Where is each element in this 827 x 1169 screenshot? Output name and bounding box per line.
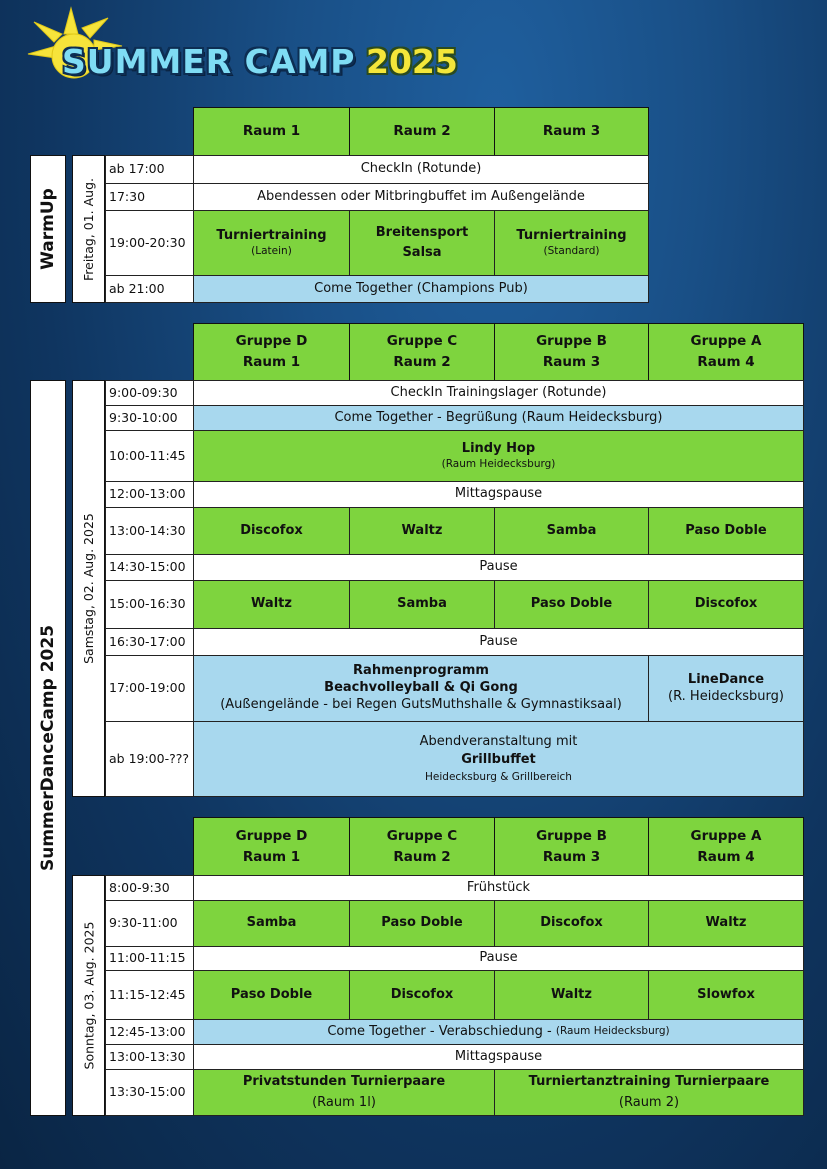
column-header-gruppe-c: Gruppe C Raum 2: [349, 817, 495, 876]
header: [0, 0, 827, 100]
schedule-cell: CheckIn Trainingslager (Rotunde): [193, 380, 804, 406]
time-cell: ab 21:00: [105, 275, 194, 303]
schedule-cell: Waltz: [648, 900, 804, 947]
day-label-saturday: Samstag, 02. Aug. 2025: [72, 380, 105, 797]
schedule-cell: Turniertraining (Standard): [494, 210, 649, 276]
schedule-cell: Mittagspause: [193, 481, 804, 508]
schedule-cell: Abendveranstaltung mit Grillbuffet Heidecksburg & Grillbereich: [193, 721, 804, 797]
schedule-cell: Discofox: [349, 970, 495, 1020]
schedule-cell: Discofox: [648, 580, 804, 629]
schedule-cell: Paso Doble: [494, 580, 649, 629]
time-cell: 13:00-14:30: [105, 507, 194, 555]
time-cell: 9:30-11:00: [105, 900, 194, 947]
schedule-cell: LineDance (R. Heidecksburg): [648, 655, 804, 722]
time-cell: 10:00-11:45: [105, 430, 194, 482]
schedule-cell: Paso Doble: [648, 507, 804, 555]
schedule-cell: Lindy Hop (Raum Heidecksburg): [193, 430, 804, 482]
time-cell: ab 17:00: [105, 155, 194, 184]
time-cell: 14:30-15:00: [105, 554, 194, 581]
time-cell: 15:00-16:30: [105, 580, 194, 629]
column-header-gruppe-d: Gruppe D Raum 1: [193, 817, 350, 876]
time-cell: 9:00-09:30: [105, 380, 194, 406]
time-cell: 11:00-11:15: [105, 946, 194, 971]
column-header-gruppe-a: Gruppe A Raum 4: [648, 323, 804, 381]
column-header-gruppe-a: Gruppe A Raum 4: [648, 817, 804, 876]
schedule-cell: Waltz: [349, 507, 495, 555]
time-cell: 12:45-13:00: [105, 1019, 194, 1045]
time-cell: 8:00-9:30: [105, 875, 194, 901]
schedule-cell: Turniertanztraining Turnierpaare (Raum 2): [494, 1069, 804, 1116]
time-cell: 11:15-12:45: [105, 970, 194, 1020]
schedule-cell: Frühstück: [193, 875, 804, 901]
time-cell: ab 19:00-???: [105, 721, 194, 797]
column-header-gruppe-c: Gruppe C Raum 2: [349, 323, 495, 381]
day-label-friday: Freitag, 01. Aug.: [72, 155, 105, 303]
column-header-raum-1: Raum 1: [193, 107, 350, 156]
schedule-cell: Pause: [193, 554, 804, 581]
schedule-cell: Come Together - Begrüßung (Raum Heidecksburg): [193, 405, 804, 431]
time-cell: 12:00-13:00: [105, 481, 194, 508]
schedule-cell: Waltz: [193, 580, 350, 629]
schedule-cell: CheckIn (Rotunde): [193, 155, 649, 184]
section-label-summerdancecamp: SummerDanceCamp 2025: [30, 380, 66, 1116]
time-cell: 19:00-20:30: [105, 210, 194, 276]
schedule-cell: Samba: [193, 900, 350, 947]
time-cell: 13:30-15:00: [105, 1069, 194, 1116]
column-header-raum-2: Raum 2: [349, 107, 495, 156]
schedule-cell: Waltz: [494, 970, 649, 1020]
schedule-cell: Slowfox: [648, 970, 804, 1020]
schedule-cell: Abendessen oder Mitbringbuffet im Außengelände: [193, 183, 649, 211]
time-cell: 9:30-10:00: [105, 405, 194, 431]
schedule-cell: Mittagspause: [193, 1044, 804, 1070]
day-label-sunday: Sonntag, 03. Aug. 2025: [72, 875, 105, 1116]
schedule-cell: Paso Doble: [193, 970, 350, 1020]
column-header-raum-3: Raum 3: [494, 107, 649, 156]
time-cell: 13:00-13:30: [105, 1044, 194, 1070]
schedule-cell: Samba: [494, 507, 649, 555]
schedule-cell: Breitensport Salsa: [349, 210, 495, 276]
schedule-cell: Turniertraining (Latein): [193, 210, 350, 276]
schedule-cell: Come Together (Champions Pub): [193, 275, 649, 303]
column-header-gruppe-d: Gruppe D Raum 1: [193, 323, 350, 381]
column-header-gruppe-b: Gruppe B Raum 3: [494, 817, 649, 876]
page-title: SUMMER CAMP: [62, 42, 356, 81]
schedule-cell: Come Together - Verabschiedung - (Raum Heidecksburg): [193, 1019, 804, 1045]
schedule-cell: Paso Doble: [349, 900, 495, 947]
time-cell: 17:00-19:00: [105, 655, 194, 722]
time-cell: 16:30-17:00: [105, 628, 194, 656]
time-cell: 17:30: [105, 183, 194, 211]
schedule-cell: Pause: [193, 946, 804, 971]
section-label-warmup: WarmUp: [30, 155, 66, 303]
schedule-cell: Pause: [193, 628, 804, 656]
schedule-cell: Samba: [349, 580, 495, 629]
schedule-cell: Rahmenprogramm Beachvolleyball & Qi Gong (Außengelände - bei Regen GutsMuthshalle & Gymnastiksaal): [193, 655, 649, 722]
page-title-year: 2025: [366, 42, 458, 81]
schedule-cell: Discofox: [193, 507, 350, 555]
schedule-cell: Privatstunden Turnierpaare (Raum 1l): [193, 1069, 495, 1116]
column-header-gruppe-b: Gruppe B Raum 3: [494, 323, 649, 381]
schedule-cell: Discofox: [494, 900, 649, 947]
